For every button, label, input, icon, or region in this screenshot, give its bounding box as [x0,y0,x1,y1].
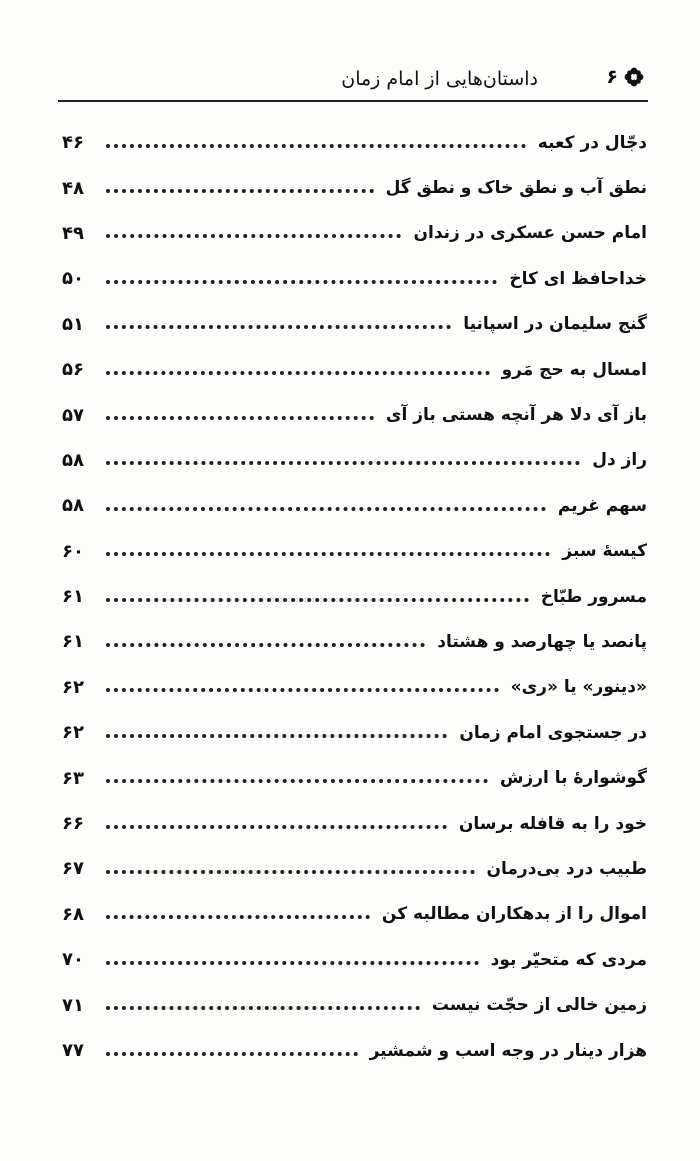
toc-entry [62,438,647,483]
toc-entry-title: خداحافظ ای کاخ [509,268,647,289]
toc-entry [62,211,647,256]
dot-leader [106,870,475,874]
toc-entry-title: امام حسن عسکری در زندان [413,223,647,244]
toc-entry [62,846,647,891]
toc-entry-title: گنج سلیمان در اسپانیا [463,314,647,335]
table-of-contents [62,120,647,1073]
dot-leader [106,461,580,465]
dot-leader [106,507,546,511]
toc-entry-page: ۷۱ [62,994,84,1016]
toc-entry-page: ۶۰ [62,540,84,562]
toc-entry-page: ۶۷ [62,858,84,880]
dot-leader [106,234,401,238]
flower-icon [624,67,644,87]
toc-entry [62,302,647,347]
dot-leader [106,598,529,602]
toc-entry-title: راز دل [592,450,647,471]
dot-leader [106,643,425,647]
toc-entry-page: ۵۰ [62,268,84,290]
dot-leader [106,915,370,919]
toc-entry-title: در جستجوی امام زمان [459,722,647,743]
toc-entry-title: خود را به قافله برسان [458,813,647,834]
toc-entry-title: امسال به حج مَرو [501,359,647,380]
toc-entry-page: ۶۸ [62,903,84,925]
dot-leader [106,688,499,692]
toc-entry-page: ۴۶ [62,132,84,154]
toc-entry-title: طبیب درد بی‌درمان [486,858,647,879]
toc-entry-title: مردی که متحیّر بود [490,949,647,970]
toc-entry-page: ۶۲ [62,676,84,698]
running-header [58,62,648,102]
dot-leader [106,280,497,284]
dot-leader [106,734,447,738]
page-number: ۶ [606,66,618,88]
toc-entry-page: ۵۱ [62,313,84,335]
dot-leader [106,371,490,375]
toc-entry [62,937,647,982]
dot-leader [106,779,488,783]
toc-entry-page: ۵۸ [62,495,84,517]
dot-leader [106,189,374,193]
toc-entry [62,165,647,210]
toc-entry-title: پانصد یا چهارصد و هشتاد [437,631,647,652]
toc-entry-page: ۵۸ [62,449,84,471]
toc-entry-page: ۴۹ [62,222,84,244]
toc-entry-title: دجّال در کعبه [537,132,647,153]
dot-leader [106,144,526,148]
toc-entry-page: ۶۲ [62,722,84,744]
toc-entry-page: ۶۱ [62,631,84,653]
toc-entry-title: کیسهٔ سبز [562,541,647,562]
toc-entry-page: ۷۷ [62,1040,84,1061]
toc-entry [62,982,647,1027]
toc-entry-title: مسرور طبّاخ [540,586,647,607]
toc-entry-title: اموال را از بدهکاران مطالبه کن [381,904,647,925]
toc-entry-title: باز آی دلا هر آنچه هستی باز آی [385,405,647,426]
toc-entry-page: ۶۶ [62,813,84,835]
dot-leader [106,825,447,829]
toc-entry [62,392,647,437]
toc-entry-page: ۷۰ [62,949,84,971]
toc-entry-title: نطق آب و نطق خاک و نطق گل [385,178,647,199]
toc-entry [62,347,647,392]
page-number-group [606,66,644,88]
toc-entry-page: ۴۸ [62,177,84,199]
dot-leader [106,961,479,965]
dot-leader [106,552,550,556]
dot-leader [106,416,374,420]
toc-entry-page: ۵۷ [62,404,84,426]
toc-entry [62,1028,647,1073]
toc-entry-title: هزار دینار در وجه اسب و شمشیر [369,1040,647,1061]
toc-entry-title: سهم غریم [557,495,647,516]
toc-entry [62,574,647,619]
toc-entry [62,755,647,800]
toc-entry [62,529,647,574]
toc-entry-title: گوشوارهٔ با ارزش [499,768,647,789]
toc-entry-page: ۵۶ [62,359,84,381]
dot-leader [106,1006,420,1010]
toc-entry [62,665,647,710]
toc-entry [62,619,647,664]
dot-leader [106,1052,358,1056]
toc-entry [62,256,647,301]
toc-entry-page: ۶۳ [62,767,84,789]
toc-entry [62,483,647,528]
toc-entry-page: ۶۱ [62,586,84,608]
toc-entry [62,801,647,846]
toc-entry [62,710,647,755]
dot-leader [106,325,451,329]
running-title: داستان‌هایی از امام زمان [341,68,538,90]
toc-entry-title: «دینور» یا «ری» [510,677,647,698]
toc-entry-title: زمین خالی از حجّت نیست [431,995,647,1016]
toc-entry [62,892,647,937]
toc-entry [62,120,647,165]
